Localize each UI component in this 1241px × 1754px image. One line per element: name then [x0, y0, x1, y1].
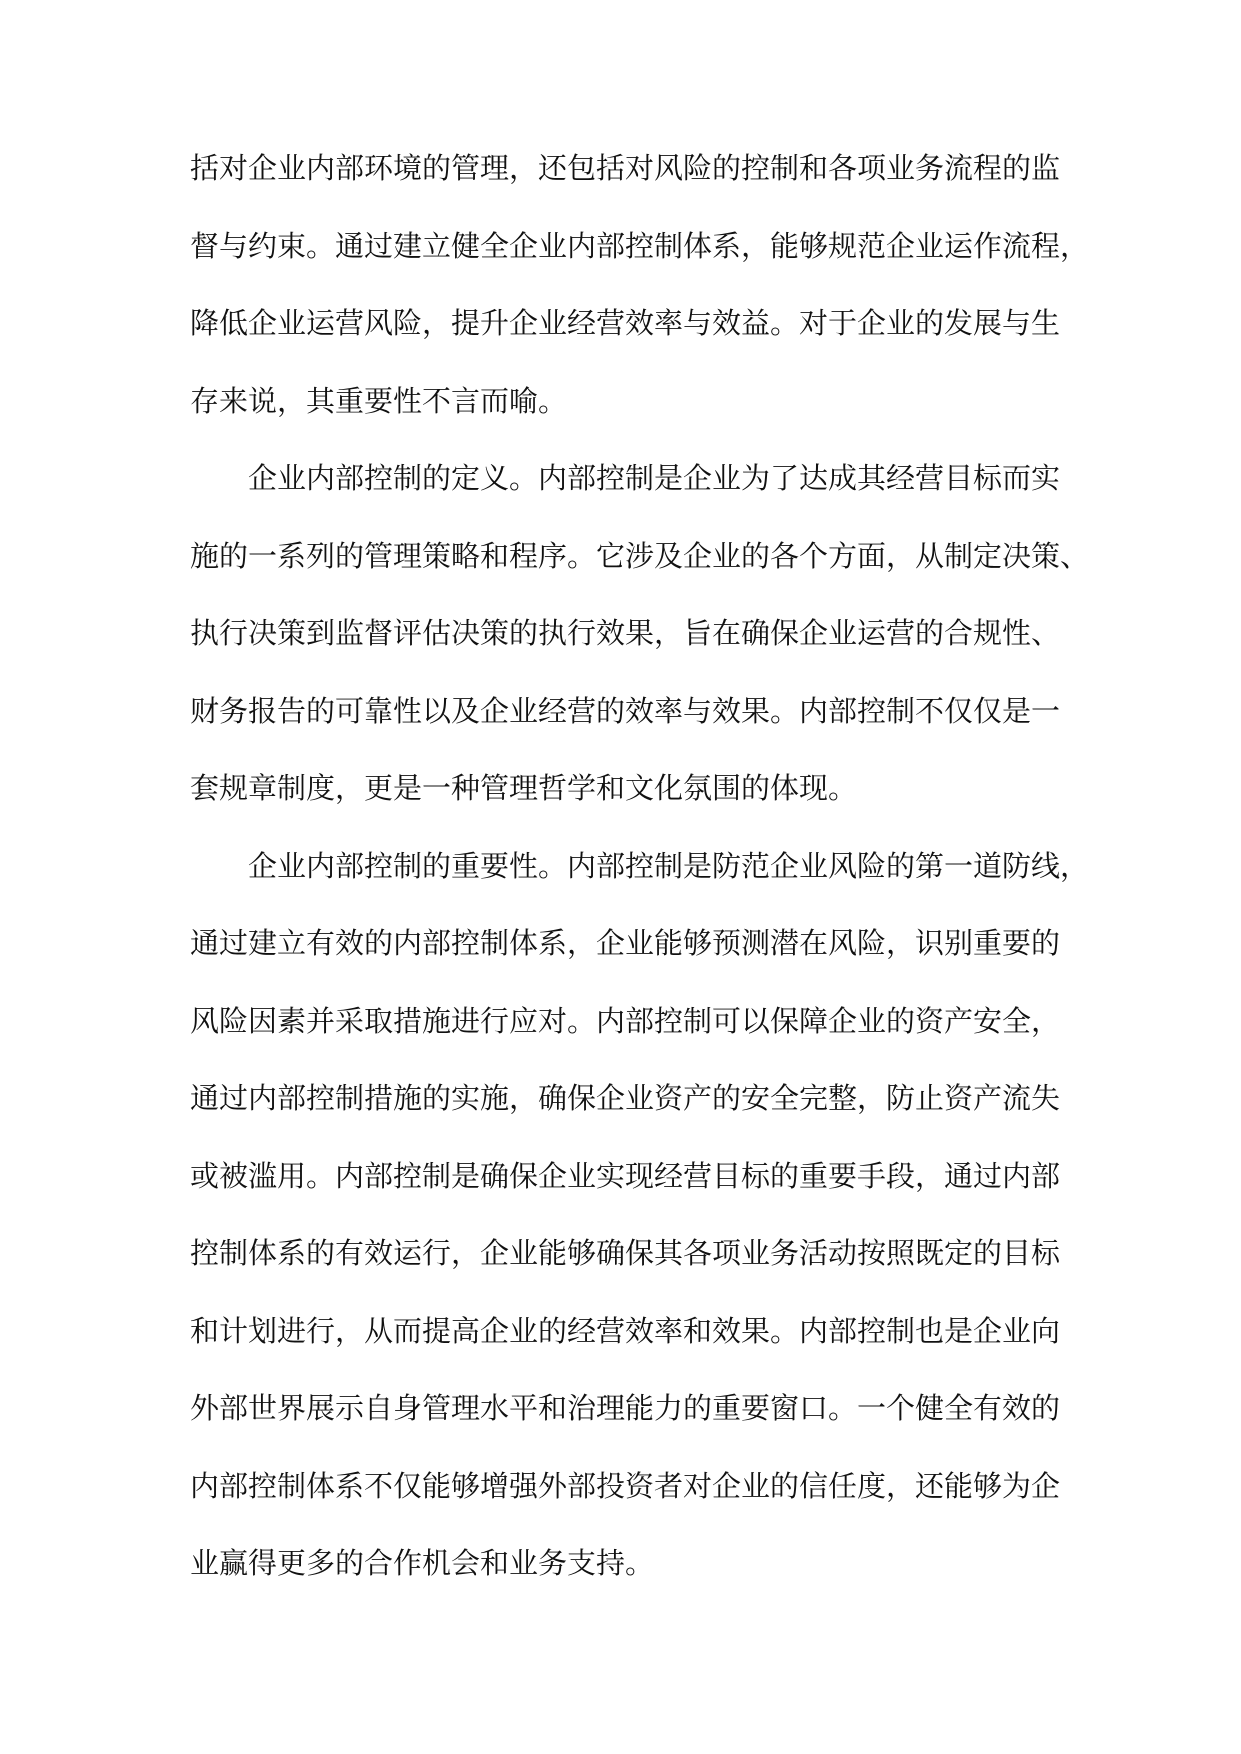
text-line: 降低企业运营风险，提升企业经营效率与效益。对于企业的发展与生 — [190, 306, 1061, 340]
paragraph-1 — [190, 146, 1090, 456]
paragraph-3 — [190, 844, 1090, 1619]
body-text — [190, 146, 1090, 1619]
text-line: 和计划进行，从而提高企业的经营效率和效果。内部控制也是企业向 — [190, 1313, 1061, 1348]
text-line: 存来说，其重要性不言而喻。 — [190, 383, 568, 418]
text-line: 控制体系的有效运行，企业能够确保其各项业务活动按照既定的目标 — [190, 1236, 1061, 1270]
text-line: 通过内部控制措施的实施，确保企业资产的安全完整，防止资产流失 — [190, 1081, 1061, 1115]
text-line: 通过建立有效的内部控制体系，企业能够预测潜在风险，识别重要的 — [190, 926, 1061, 960]
text-line: 业赢得更多的合作机会和业务支持。 — [190, 1546, 655, 1580]
text-line: 企业内部控制的重要性。内部控制是防范企业风险的第一道防线， — [248, 848, 1090, 883]
text-line: 套规章制度，更是一种管理哲学和文化氛围的体现。 — [190, 771, 858, 805]
text-line: 括对企业内部环境的管理，还包括对风险的控制和各项业务流程的监 — [190, 151, 1061, 185]
text-line: 外部世界展示自身管理水平和治理能力的重要窗口。一个健全有效的 — [190, 1391, 1061, 1425]
paragraph-2 — [190, 456, 1090, 844]
text-line: 内部控制体系不仅能够增强外部投资者对企业的信任度，还能够为企 — [190, 1468, 1061, 1503]
text-line: 执行决策到监督评估决策的执行效果，旨在确保企业运营的合规性、 — [190, 616, 1061, 650]
text-line: 施的一系列的管理策略和程序。它涉及企业的各个方面，从制定决策、 — [190, 538, 1090, 573]
text-line: 或被滥用。内部控制是确保企业实现经营目标的重要手段，通过内部 — [190, 1158, 1061, 1193]
text-line: 财务报告的可靠性以及企业经营的效率与效果。内部控制不仅仅是一 — [190, 693, 1061, 728]
text-line: 企业内部控制的定义。内部控制是企业为了达成其经营目标而实 — [248, 461, 1061, 495]
text-line: 风险因素并采取措施进行应对。内部控制可以保障企业的资产安全， — [190, 1003, 1061, 1038]
text-line: 督与约束。通过建立健全企业内部控制体系，能够规范企业运作流程， — [190, 228, 1090, 263]
